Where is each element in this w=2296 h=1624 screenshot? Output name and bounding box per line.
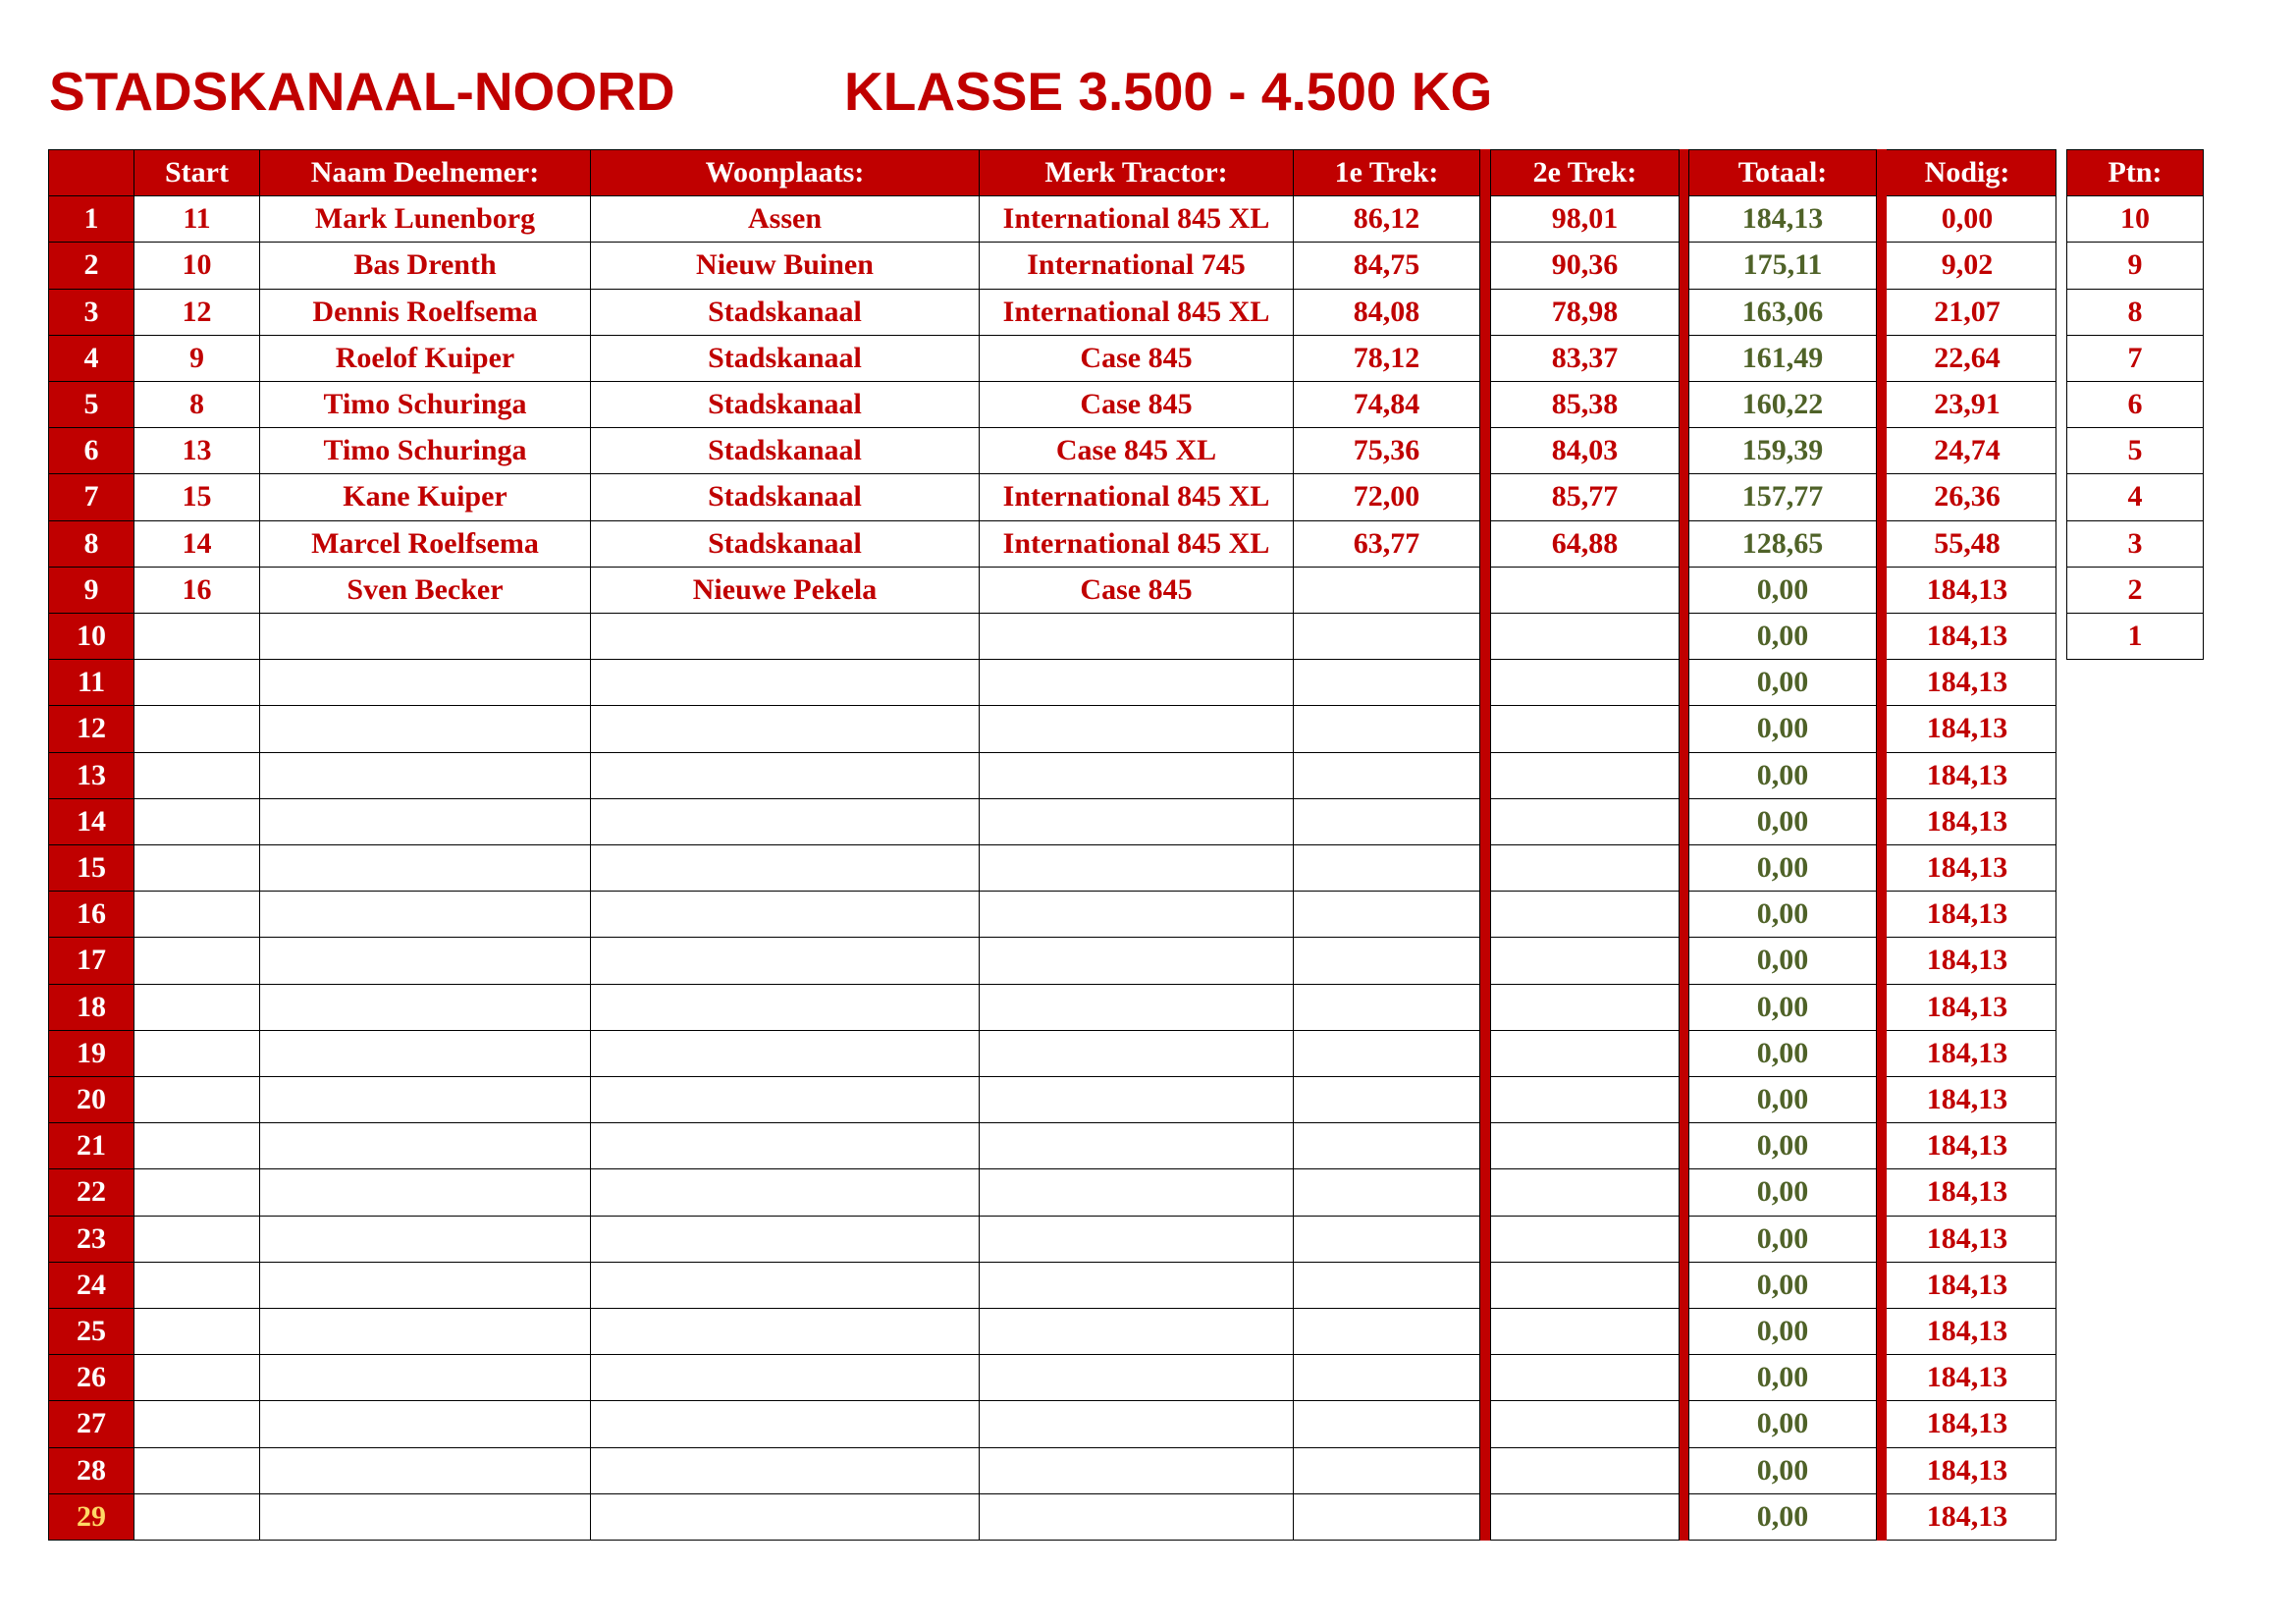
needed-cell: 184,13 [1878, 984, 2056, 1031]
tractor-cell: Case 845 XL [979, 427, 1294, 474]
name-cell: Sven Becker [259, 567, 591, 614]
tractor-cell [979, 1308, 1294, 1355]
start-cell [133, 798, 260, 845]
name-cell [259, 1262, 591, 1309]
pull2-cell: 85,77 [1490, 473, 1680, 520]
name-cell: Roelof Kuiper [259, 335, 591, 382]
pull2-cell [1490, 798, 1680, 845]
total-cell: 0,00 [1688, 1076, 1877, 1123]
pull1-cell: 86,12 [1293, 195, 1480, 243]
rank-cell: 7 [48, 473, 134, 520]
name-cell: Kane Kuiper [259, 473, 591, 520]
start-cell [133, 752, 260, 799]
rank-cell: 1 [48, 195, 134, 243]
pull2-cell [1490, 705, 1680, 752]
rank-cell: 26 [48, 1354, 134, 1401]
rank-cell: 25 [48, 1308, 134, 1355]
pull2-cell [1490, 1216, 1680, 1263]
column-header: Start [133, 149, 260, 196]
name-cell [259, 798, 591, 845]
needed-cell: 184,13 [1878, 1400, 2056, 1447]
needed-cell: 184,13 [1878, 844, 2056, 892]
town-cell [590, 1493, 980, 1541]
column-header [48, 149, 134, 196]
name-cell: Timo Schuringa [259, 381, 591, 428]
needed-cell: 184,13 [1878, 1030, 2056, 1077]
rank-cell: 28 [48, 1447, 134, 1494]
points-cell: 3 [2066, 520, 2204, 568]
pull1-cell [1293, 844, 1480, 892]
pull2-cell: 64,88 [1490, 520, 1680, 568]
name-cell [259, 1308, 591, 1355]
needed-cell: 9,02 [1878, 242, 2056, 289]
total-cell: 0,00 [1688, 1447, 1877, 1494]
pull1-cell: 84,08 [1293, 289, 1480, 336]
pull2-cell: 98,01 [1490, 195, 1680, 243]
pull1-cell: 75,36 [1293, 427, 1480, 474]
town-cell: Stadskanaal [590, 427, 980, 474]
tractor-cell [979, 937, 1294, 984]
pull1-cell: 72,00 [1293, 473, 1480, 520]
town-cell [590, 1308, 980, 1355]
start-cell [133, 891, 260, 938]
pull2-cell [1490, 984, 1680, 1031]
column-header: Naam Deelnemer: [259, 149, 591, 196]
total-cell: 157,77 [1688, 473, 1877, 520]
tractor-cell: International 845 XL [979, 520, 1294, 568]
total-cell: 161,49 [1688, 335, 1877, 382]
town-cell [590, 752, 980, 799]
pull1-cell [1293, 705, 1480, 752]
pull1-cell [1293, 659, 1480, 706]
tractor-cell [979, 1493, 1294, 1541]
start-cell [133, 1493, 260, 1541]
town-cell [590, 1076, 980, 1123]
pull1-cell: 74,84 [1293, 381, 1480, 428]
points-cell: 4 [2066, 473, 2204, 520]
start-cell [133, 659, 260, 706]
start-cell [133, 984, 260, 1031]
tractor-cell [979, 1122, 1294, 1169]
rank-cell: 23 [48, 1216, 134, 1263]
column-header: 1e Trek: [1293, 149, 1480, 196]
start-cell [133, 1447, 260, 1494]
total-cell: 0,00 [1688, 1354, 1877, 1401]
class-title: KLASSE 3.500 - 4.500 KG [844, 61, 1493, 122]
pull2-cell [1490, 1493, 1680, 1541]
pull2-cell [1490, 1400, 1680, 1447]
pull1-cell [1293, 1447, 1480, 1494]
pull2-cell: 85,38 [1490, 381, 1680, 428]
column-header: Nodig: [1878, 149, 2056, 196]
total-cell: 175,11 [1688, 242, 1877, 289]
points-cell: 8 [2066, 289, 2204, 336]
pull1-cell [1293, 1400, 1480, 1447]
column-header: Totaal: [1688, 149, 1877, 196]
tractor-cell [979, 1168, 1294, 1216]
rank-cell: 3 [48, 289, 134, 336]
pull1-cell [1293, 1122, 1480, 1169]
start-cell [133, 1262, 260, 1309]
needed-cell: 184,13 [1878, 1122, 2056, 1169]
needed-cell: 26,36 [1878, 473, 2056, 520]
rank-cell: 18 [48, 984, 134, 1031]
rank-cell: 4 [48, 335, 134, 382]
needed-cell: 184,13 [1878, 1216, 2056, 1263]
column-separator [1480, 149, 1490, 1541]
rank-cell: 8 [48, 520, 134, 568]
name-cell [259, 659, 591, 706]
start-cell: 13 [133, 427, 260, 474]
pull2-cell [1490, 1076, 1680, 1123]
start-cell [133, 1168, 260, 1216]
name-cell: Mark Lunenborg [259, 195, 591, 243]
name-cell [259, 937, 591, 984]
town-cell: Stadskanaal [590, 520, 980, 568]
tractor-cell [979, 1262, 1294, 1309]
name-cell [259, 752, 591, 799]
needed-cell: 184,13 [1878, 891, 2056, 938]
needed-cell: 184,13 [1878, 1168, 2056, 1216]
pull1-cell [1293, 984, 1480, 1031]
start-cell: 16 [133, 567, 260, 614]
column-header: Merk Tractor: [979, 149, 1294, 196]
tractor-cell [979, 752, 1294, 799]
total-cell: 0,00 [1688, 752, 1877, 799]
start-cell: 12 [133, 289, 260, 336]
tractor-cell: International 845 XL [979, 195, 1294, 243]
start-cell: 9 [133, 335, 260, 382]
tractor-cell: Case 845 [979, 567, 1294, 614]
pull1-cell [1293, 613, 1480, 660]
town-cell: Nieuwe Pekela [590, 567, 980, 614]
needed-cell: 21,07 [1878, 289, 2056, 336]
name-cell [259, 1493, 591, 1541]
needed-cell: 184,13 [1878, 613, 2056, 660]
rank-cell: 24 [48, 1262, 134, 1309]
pull1-cell [1293, 1354, 1480, 1401]
town-cell [590, 659, 980, 706]
town-cell [590, 937, 980, 984]
name-cell [259, 1122, 591, 1169]
rank-cell: 20 [48, 1076, 134, 1123]
town-cell: Assen [590, 195, 980, 243]
name-cell [259, 1400, 591, 1447]
pull1-cell [1293, 752, 1480, 799]
start-cell: 8 [133, 381, 260, 428]
needed-cell: 184,13 [1878, 1354, 2056, 1401]
town-cell [590, 1262, 980, 1309]
total-cell: 0,00 [1688, 984, 1877, 1031]
points-cell: 1 [2066, 613, 2204, 660]
points-cell: 10 [2066, 195, 2204, 243]
start-cell: 15 [133, 473, 260, 520]
tractor-cell [979, 844, 1294, 892]
town-cell [590, 798, 980, 845]
rank-cell: 21 [48, 1122, 134, 1169]
pull2-cell [1490, 1447, 1680, 1494]
pull1-cell [1293, 1493, 1480, 1541]
total-cell: 0,00 [1688, 1030, 1877, 1077]
pull1-cell: 84,75 [1293, 242, 1480, 289]
total-cell: 0,00 [1688, 1308, 1877, 1355]
pull1-cell [1293, 567, 1480, 614]
pull1-cell [1293, 798, 1480, 845]
town-cell [590, 984, 980, 1031]
total-cell: 0,00 [1688, 659, 1877, 706]
needed-cell: 24,74 [1878, 427, 2056, 474]
points-cell: 9 [2066, 242, 2204, 289]
start-cell [133, 1354, 260, 1401]
pull1-cell [1293, 1076, 1480, 1123]
pull1-cell [1293, 1216, 1480, 1263]
tractor-cell: Case 845 [979, 381, 1294, 428]
name-cell [259, 984, 591, 1031]
start-cell [133, 1030, 260, 1077]
name-cell: Timo Schuringa [259, 427, 591, 474]
pull2-cell: 90,36 [1490, 242, 1680, 289]
rank-cell: 19 [48, 1030, 134, 1077]
pull2-cell [1490, 1308, 1680, 1355]
start-cell: 10 [133, 242, 260, 289]
total-cell: 0,00 [1688, 891, 1877, 938]
location-title: STADSKANAAL-NOORD [49, 61, 675, 122]
needed-cell: 184,13 [1878, 1447, 2056, 1494]
town-cell [590, 1216, 980, 1263]
name-cell [259, 1168, 591, 1216]
rank-cell: 17 [48, 937, 134, 984]
pull2-cell [1490, 659, 1680, 706]
rank-cell: 14 [48, 798, 134, 845]
total-cell: 0,00 [1688, 613, 1877, 660]
tractor-cell: International 845 XL [979, 473, 1294, 520]
pull2-cell: 78,98 [1490, 289, 1680, 336]
pull1-cell: 63,77 [1293, 520, 1480, 568]
column-header: Woonplaats: [590, 149, 980, 196]
points-cell: 7 [2066, 335, 2204, 382]
town-cell [590, 1447, 980, 1494]
total-cell: 0,00 [1688, 1400, 1877, 1447]
name-cell [259, 1354, 591, 1401]
pull1-cell: 78,12 [1293, 335, 1480, 382]
needed-cell: 184,13 [1878, 752, 2056, 799]
column-header: 2e Trek: [1490, 149, 1680, 196]
tractor-cell [979, 1030, 1294, 1077]
rank-cell: 16 [48, 891, 134, 938]
pull1-cell [1293, 1168, 1480, 1216]
start-cell [133, 613, 260, 660]
rank-cell: 6 [48, 427, 134, 474]
pull2-cell [1490, 891, 1680, 938]
name-cell [259, 891, 591, 938]
total-cell: 0,00 [1688, 1168, 1877, 1216]
rank-cell: 12 [48, 705, 134, 752]
pull1-cell [1293, 891, 1480, 938]
town-cell: Stadskanaal [590, 289, 980, 336]
pull2-cell [1490, 1262, 1680, 1309]
start-cell: 14 [133, 520, 260, 568]
pull2-cell [1490, 937, 1680, 984]
tractor-cell [979, 613, 1294, 660]
start-cell [133, 844, 260, 892]
needed-cell: 184,13 [1878, 1493, 2056, 1541]
start-cell [133, 705, 260, 752]
tractor-cell [979, 1076, 1294, 1123]
column-separator [1877, 149, 1887, 1541]
name-cell: Bas Drenth [259, 242, 591, 289]
tractor-cell: Case 845 [979, 335, 1294, 382]
town-cell [590, 1122, 980, 1169]
town-cell [590, 1400, 980, 1447]
needed-cell: 0,00 [1878, 195, 2056, 243]
pull1-cell [1293, 1308, 1480, 1355]
total-cell: 0,00 [1688, 937, 1877, 984]
column-header: Ptn: [2066, 149, 2204, 196]
pull2-cell [1490, 752, 1680, 799]
name-cell [259, 705, 591, 752]
town-cell: Nieuw Buinen [590, 242, 980, 289]
needed-cell: 184,13 [1878, 937, 2056, 984]
pull2-cell: 84,03 [1490, 427, 1680, 474]
town-cell [590, 1030, 980, 1077]
pull1-cell [1293, 1030, 1480, 1077]
pull2-cell [1490, 613, 1680, 660]
start-cell [133, 1400, 260, 1447]
name-cell [259, 1076, 591, 1123]
town-cell [590, 613, 980, 660]
tractor-cell: International 845 XL [979, 289, 1294, 336]
pull2-cell [1490, 1354, 1680, 1401]
total-cell: 160,22 [1688, 381, 1877, 428]
total-cell: 0,00 [1688, 1216, 1877, 1263]
total-cell: 0,00 [1688, 1493, 1877, 1541]
needed-cell: 55,48 [1878, 520, 2056, 568]
name-cell [259, 613, 591, 660]
total-cell: 128,65 [1688, 520, 1877, 568]
points-cell: 6 [2066, 381, 2204, 428]
start-cell [133, 1216, 260, 1263]
town-cell: Stadskanaal [590, 381, 980, 428]
needed-cell: 22,64 [1878, 335, 2056, 382]
tractor-cell [979, 705, 1294, 752]
rank-cell: 22 [48, 1168, 134, 1216]
start-cell [133, 1308, 260, 1355]
tractor-cell [979, 1447, 1294, 1494]
rank-cell: 29 [48, 1493, 134, 1541]
pull1-cell [1293, 937, 1480, 984]
pull2-cell: 83,37 [1490, 335, 1680, 382]
needed-cell: 184,13 [1878, 1076, 2056, 1123]
pull2-cell [1490, 1030, 1680, 1077]
total-cell: 0,00 [1688, 1262, 1877, 1309]
pull2-cell [1490, 567, 1680, 614]
tractor-cell [979, 659, 1294, 706]
tractor-cell [979, 1354, 1294, 1401]
rank-cell: 27 [48, 1400, 134, 1447]
rank-cell: 9 [48, 567, 134, 614]
column-separator [1680, 149, 1688, 1541]
name-cell: Marcel Roelfsema [259, 520, 591, 568]
name-cell [259, 1216, 591, 1263]
rank-cell: 13 [48, 752, 134, 799]
start-cell [133, 1122, 260, 1169]
town-cell [590, 891, 980, 938]
start-cell [133, 937, 260, 984]
tractor-cell [979, 984, 1294, 1031]
town-cell: Stadskanaal [590, 473, 980, 520]
tractor-cell [979, 891, 1294, 938]
rank-cell: 15 [48, 844, 134, 892]
pull2-cell [1490, 844, 1680, 892]
rank-cell: 2 [48, 242, 134, 289]
total-cell: 0,00 [1688, 798, 1877, 845]
needed-cell: 23,91 [1878, 381, 2056, 428]
rank-cell: 10 [48, 613, 134, 660]
needed-cell: 184,13 [1878, 659, 2056, 706]
town-cell [590, 1354, 980, 1401]
needed-cell: 184,13 [1878, 1308, 2056, 1355]
total-cell: 163,06 [1688, 289, 1877, 336]
name-cell [259, 1447, 591, 1494]
name-cell [259, 1030, 591, 1077]
points-cell: 5 [2066, 427, 2204, 474]
rank-cell: 11 [48, 659, 134, 706]
start-cell: 11 [133, 195, 260, 243]
name-cell: Dennis Roelfsema [259, 289, 591, 336]
tractor-cell [979, 1400, 1294, 1447]
name-cell [259, 844, 591, 892]
needed-cell: 184,13 [1878, 567, 2056, 614]
tractor-cell: International 745 [979, 242, 1294, 289]
pull2-cell [1490, 1168, 1680, 1216]
pull2-cell [1490, 1122, 1680, 1169]
pull1-cell [1293, 1262, 1480, 1309]
total-cell: 184,13 [1688, 195, 1877, 243]
town-cell [590, 705, 980, 752]
total-cell: 0,00 [1688, 705, 1877, 752]
needed-cell: 184,13 [1878, 1262, 2056, 1309]
total-cell: 0,00 [1688, 1122, 1877, 1169]
tractor-cell [979, 798, 1294, 845]
total-cell: 159,39 [1688, 427, 1877, 474]
town-cell: Stadskanaal [590, 335, 980, 382]
total-cell: 0,00 [1688, 567, 1877, 614]
tractor-cell [979, 1216, 1294, 1263]
needed-cell: 184,13 [1878, 798, 2056, 845]
town-cell [590, 1168, 980, 1216]
town-cell [590, 844, 980, 892]
rank-cell: 5 [48, 381, 134, 428]
total-cell: 0,00 [1688, 844, 1877, 892]
start-cell [133, 1076, 260, 1123]
needed-cell: 184,13 [1878, 705, 2056, 752]
points-cell: 2 [2066, 567, 2204, 614]
